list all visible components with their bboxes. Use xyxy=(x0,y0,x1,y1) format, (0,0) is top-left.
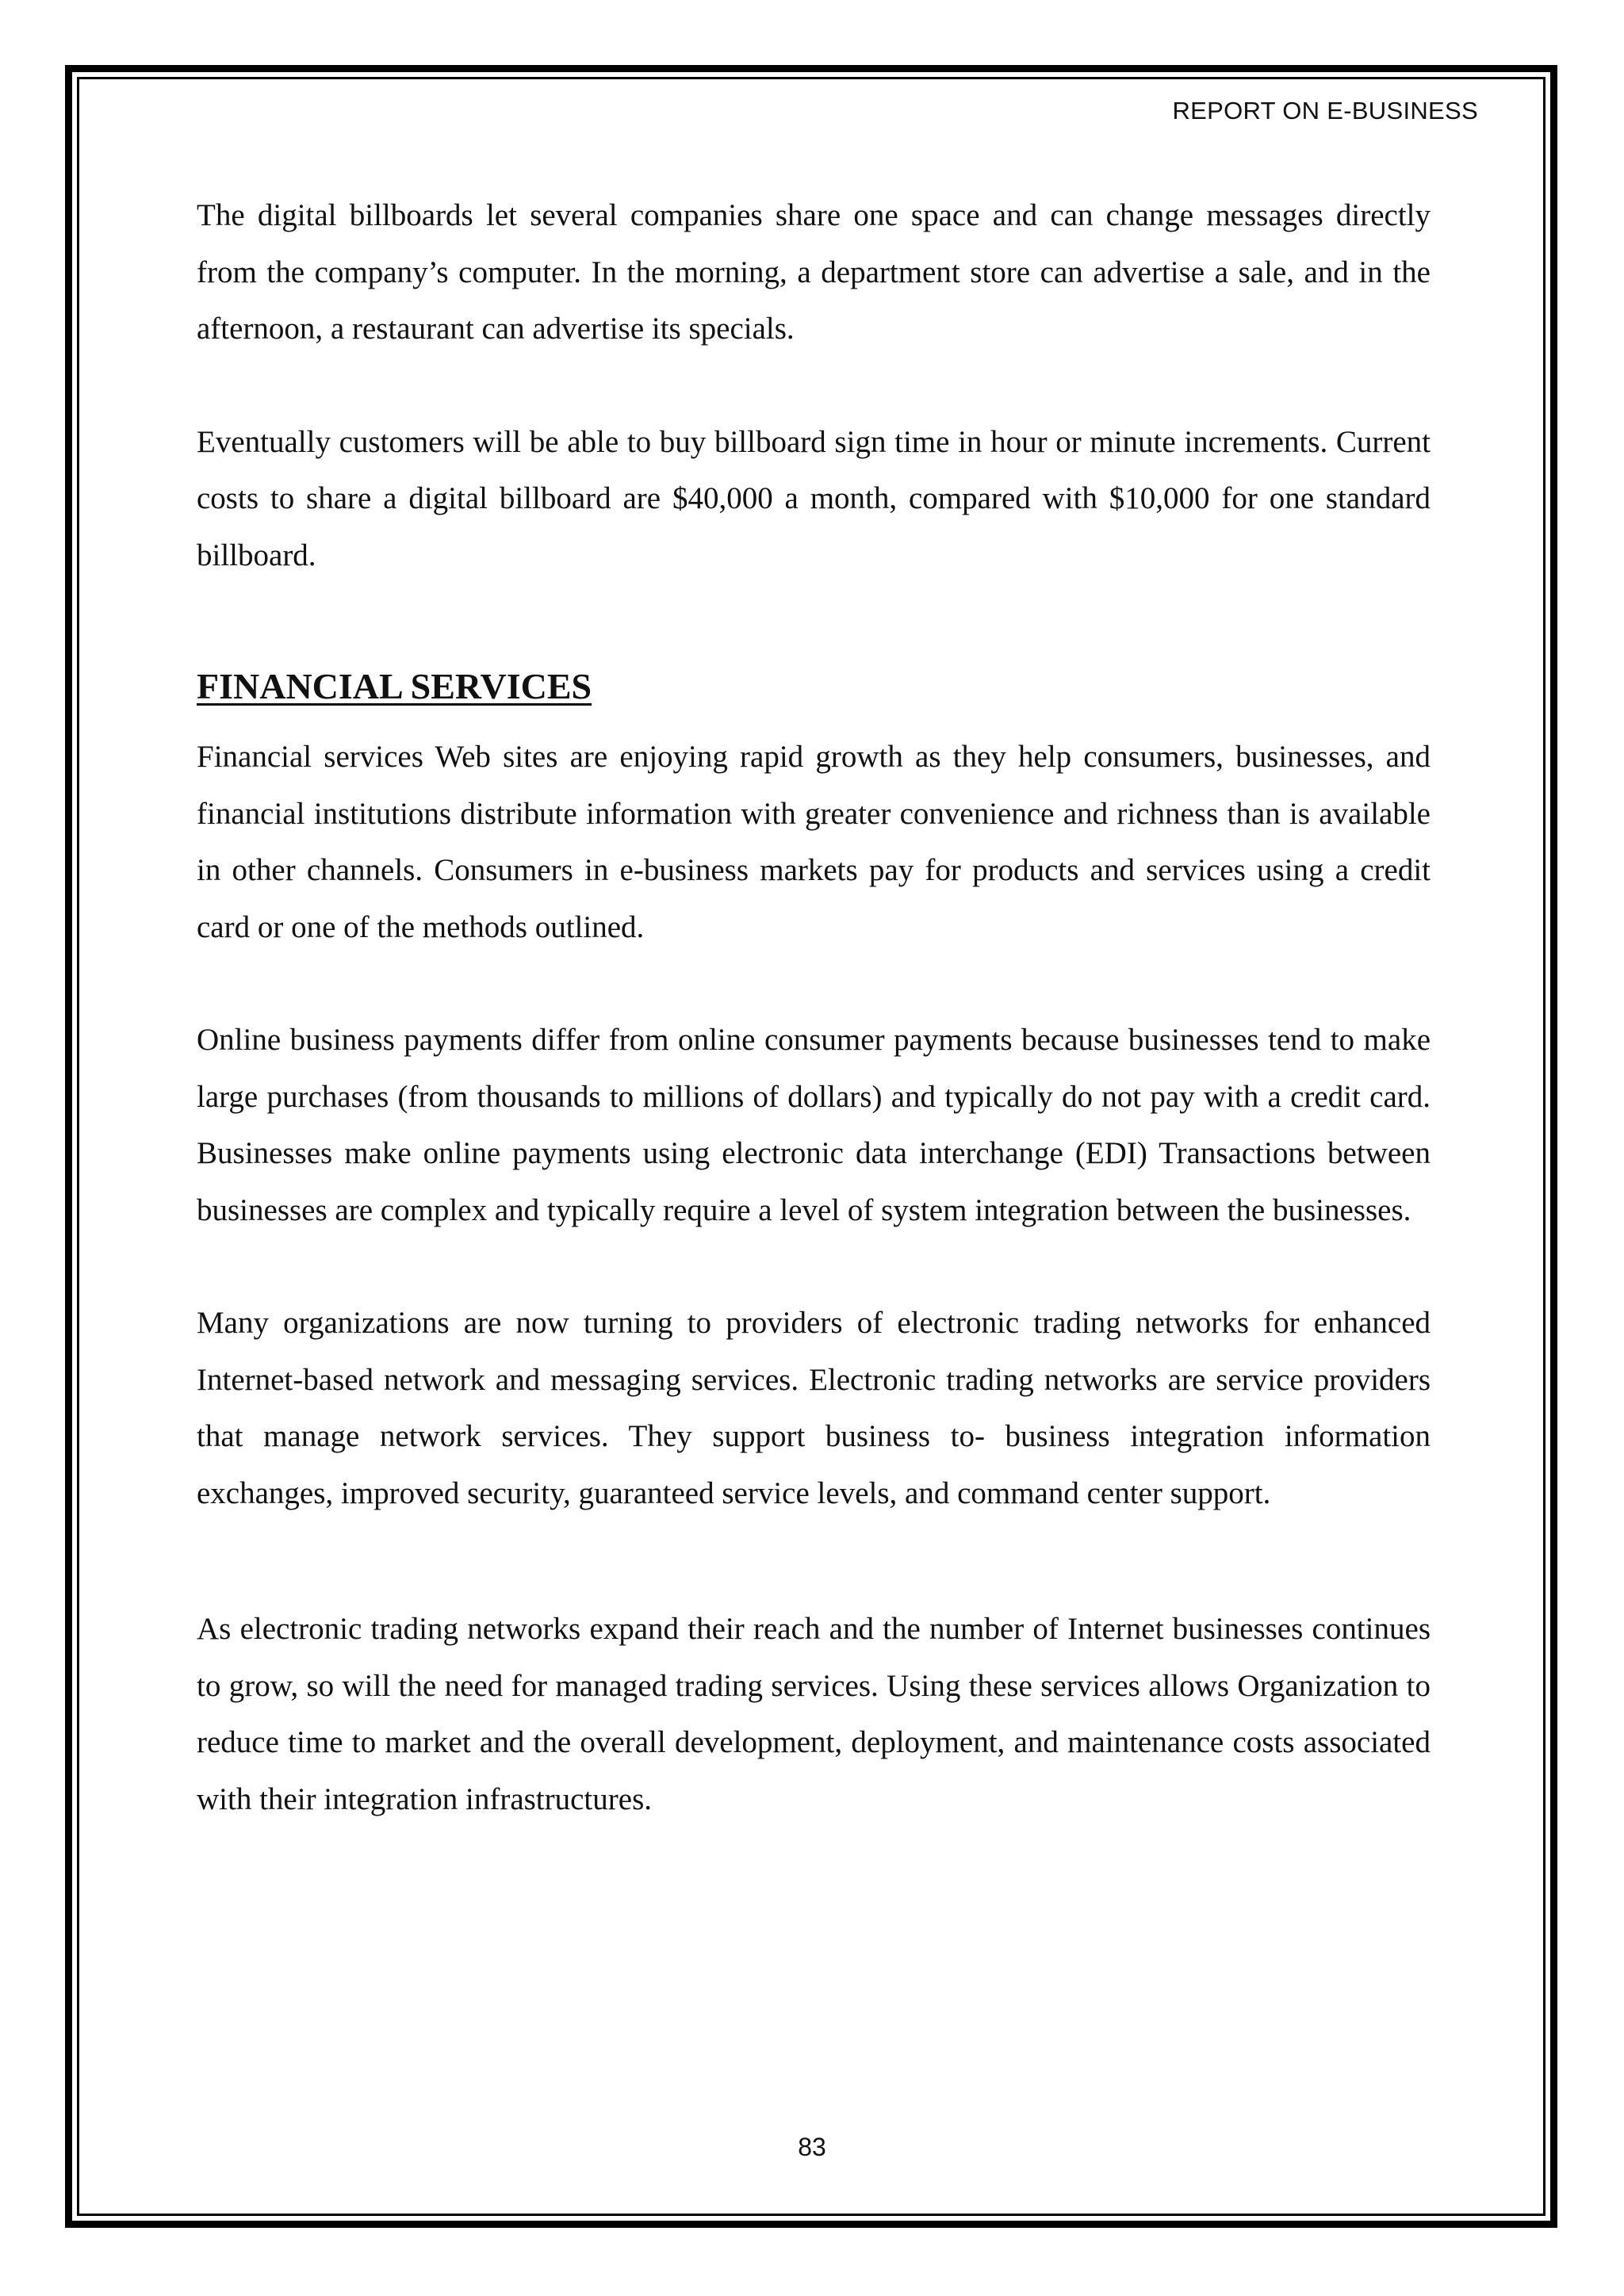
paragraph-spacer xyxy=(197,955,1431,1012)
paragraph-trading-networks: Many organizations are now turning to providers of electronic trading networks for enhanced Internet-based network and messaging services. Electronic trading networks are service providers that manage network services. They support business to- business integration information exchanges, improved security, guaranteed service levels, and command center support. xyxy=(197,1306,1431,1510)
heading-spacer xyxy=(197,709,1431,729)
page-number: 83 xyxy=(798,2133,826,2161)
paragraph-business-payments: Online business payments differ from online consumer payments because businesses tend to make large purchases (from thousands to millions of dollars) and typically do not pay with a credit card. Businesses make online payments using electronic data interchange (EDI) Transactions between businesses are complex and typically require a level of system integration between the businesses. xyxy=(197,1023,1431,1227)
paragraph-spacer xyxy=(197,358,1431,414)
paragraph-managed-trading-services: As electronic trading networks expand their reach and the number of Internet businesses continues to grow, so will the need for managed trading services. Using these services allows Organization to reduce time to market and the overall development, deployment, and maintenance costs associated with their integration infrastructures. xyxy=(197,1612,1431,1816)
section-heading-financial-services: FINANCIAL SERVICES xyxy=(197,666,592,706)
paragraph-spacer xyxy=(197,1238,1431,1295)
paragraph-spacer xyxy=(197,1521,1431,1601)
paragraph-billboard-costs: Eventually customers will be able to buy billboard sign time in hour or minute increments. Current costs to share a digital billboard are $40,000 a month, compared with $10,000 for one standard billboard. xyxy=(197,424,1431,572)
page-content xyxy=(197,187,1431,1827)
running-header: REPORT ON E-BUSINESS xyxy=(1172,97,1478,124)
paragraph-digital-billboards: The digital billboards let several companies share one space and can change messages directly from the company’s computer. In the morning, a department store can advertise a sale, and in the afternoon, a restaurant can advertise its specials. xyxy=(197,198,1431,346)
section-spacer xyxy=(197,584,1431,664)
paragraph-financial-websites: Financial services Web sites are enjoying rapid growth as they help consumers, businesses, and financial institutions distribute information with greater convenience and richness than is available in other channels. Consumers in e-business markets pay for products and services using a credit card or one of the methods outlined. xyxy=(197,740,1431,944)
